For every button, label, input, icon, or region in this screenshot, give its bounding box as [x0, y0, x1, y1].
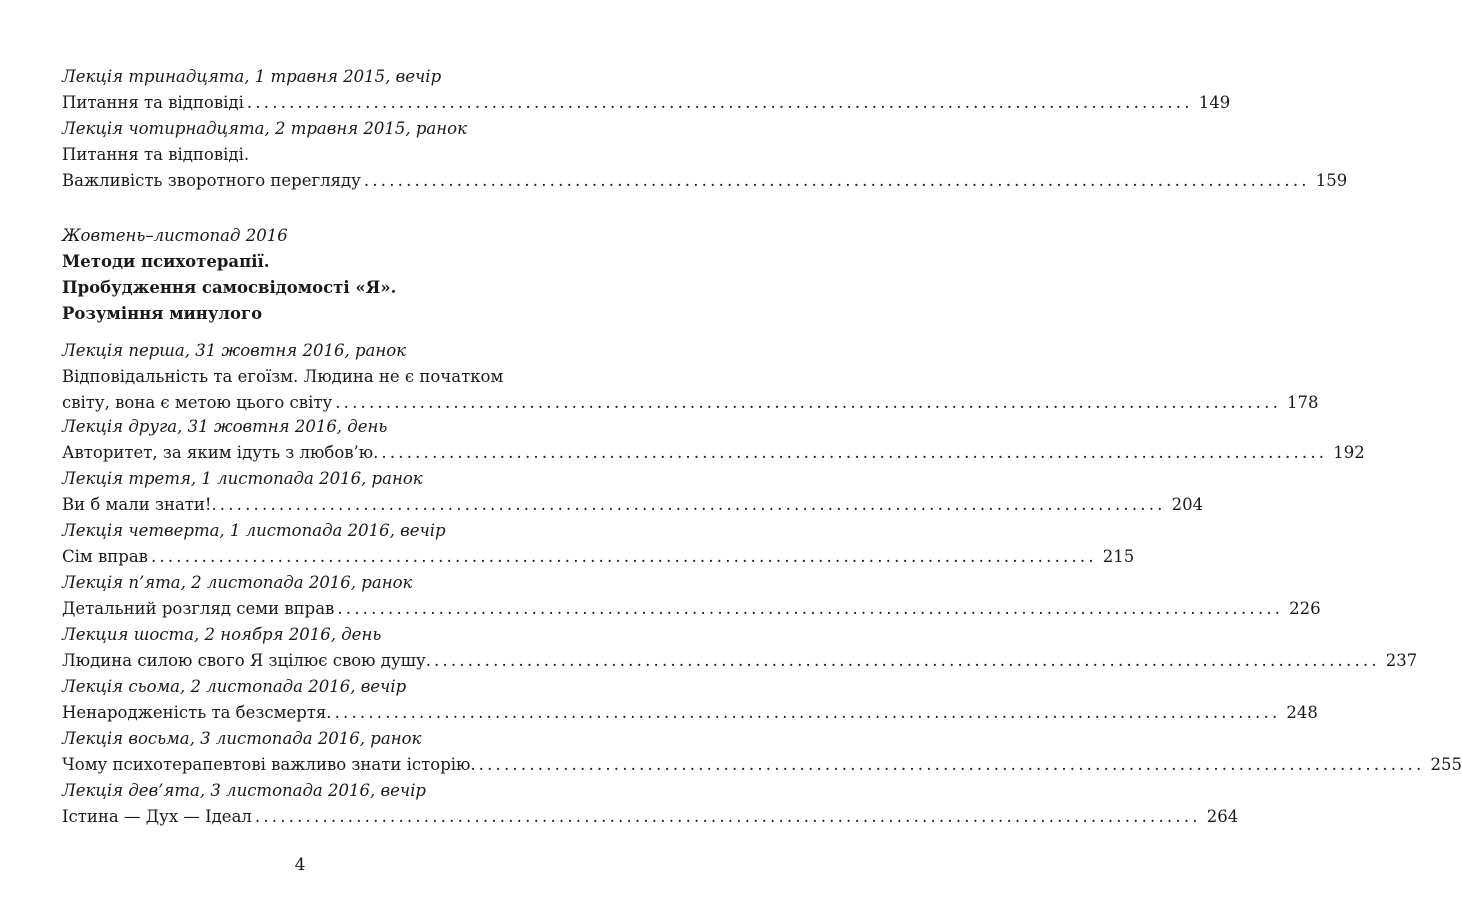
toc-line: [62, 90, 1231, 116]
dot-leader: ................................................................................................................: [478, 755, 1425, 774]
toc-line: [62, 390, 1319, 416]
toc-line: [62, 492, 1204, 518]
toc-entry: [62, 674, 1318, 726]
toc-entry: [62, 778, 1239, 830]
page-ref: 178: [1287, 393, 1319, 412]
lecture-heading: Лекція восьма, 3 листопада 2016, ранок: [62, 729, 422, 748]
toc-title: Детальний розгляд семи вправ: [62, 599, 335, 618]
page-ref: 149: [1198, 93, 1231, 112]
page-ref: 215: [1102, 547, 1135, 566]
page-ref: 255: [1430, 755, 1462, 774]
section-title-line: Методи психотерапії.: [62, 252, 270, 271]
page-ref: 226: [1289, 599, 1321, 618]
dot-leader: ................................................................................................................: [335, 393, 1282, 412]
lecture-heading: Лекція друга, 31 жовтня 2016, день: [62, 417, 388, 436]
dot-leader: ................................................................................................................: [219, 495, 1166, 514]
toc-title: Чому психотерапевтові важливо знати історію.: [62, 755, 476, 774]
toc-entry: [62, 726, 1462, 778]
page-number: 4: [294, 855, 306, 875]
lecture-heading: Лекція перша, 31 жовтня 2016, ранок: [62, 341, 407, 360]
lecture-heading: Лекція сьома, 2 листопада 2016, вечір: [62, 677, 407, 696]
dot-leader: ................................................................................................................: [150, 547, 1097, 566]
dot-leader: ................................................................................................................: [254, 807, 1201, 826]
toc-entry: [62, 570, 1321, 622]
toc-line: [62, 648, 1418, 674]
toc-title: Питання та відповіді: [62, 93, 244, 112]
toc-entry: [62, 64, 1231, 116]
section-title-line: Розуміння минулого: [62, 304, 263, 323]
dot-leader: ................................................................................................................: [246, 93, 1193, 112]
lecture-heading: Лекція третя, 1 листопада 2016, ранок: [62, 469, 423, 488]
toc-title: світу, вона є метою цього світу: [62, 393, 333, 412]
lecture-heading: Лекція чотирнадцята, 2 травня 2015, ранок: [62, 119, 467, 138]
dot-leader: ................................................................................................................: [334, 703, 1281, 722]
toc-line: [62, 752, 1462, 778]
toc-title-line: Питання та відповіді.: [62, 145, 250, 164]
page-ref: 264: [1206, 807, 1239, 826]
toc-entry: [62, 466, 1204, 518]
toc-line: [62, 804, 1239, 830]
toc-line: [62, 168, 1348, 194]
toc-entry: [62, 622, 1418, 674]
section-date: Жовтень–листопад 2016: [62, 226, 288, 245]
toc-line: [62, 440, 1365, 466]
toc-title: Ви б мали знати!.: [62, 495, 217, 514]
lecture-heading: Лекція четверта, 1 листопада 2016, вечір: [62, 521, 446, 540]
section-heading: [62, 223, 530, 327]
toc-title: Важливість зворотного перегляду: [62, 171, 361, 190]
toc-entry: [62, 116, 1348, 194]
page-ref: 192: [1333, 443, 1365, 462]
toc-line: [62, 700, 1318, 726]
toc-title: Сім вправ: [62, 547, 148, 566]
lecture-heading: Лекция шоста, 2 ноября 2016, день: [62, 625, 382, 644]
toc-line: [62, 544, 1135, 570]
lecture-heading: Лекція п’ята, 2 листопада 2016, ранок: [62, 573, 413, 592]
page-ref: 204: [1171, 495, 1204, 514]
toc-entry: [62, 414, 1365, 466]
toc-title-line: Відповідальність та егоїзм. Людина не є початком: [62, 367, 504, 386]
dot-leader: ................................................................................................................: [337, 599, 1284, 618]
dot-leader: ................................................................................................................: [381, 443, 1328, 462]
toc-title: Ненародженість та безсмертя.: [62, 703, 332, 722]
page-ref: 159: [1315, 171, 1348, 190]
section-title-line: Пробудження самосвідомості «Я».: [62, 278, 397, 297]
dot-leader: ................................................................................................................: [363, 171, 1310, 190]
page-ref: 237: [1385, 651, 1418, 670]
toc-entry: [62, 518, 1135, 570]
toc-title: Людина силою свого Я зцілює свою душу.: [62, 651, 431, 670]
lecture-heading: Лекція тринадцята, 1 травня 2015, вечір: [62, 67, 442, 86]
toc-entry: [62, 338, 1319, 416]
dot-leader: ................................................................................................................: [433, 651, 1380, 670]
lecture-heading: Лекція дев’ята, 3 листопада 2016, вечір: [62, 781, 426, 800]
toc-title: Істина — Дух — Ідеал: [62, 807, 252, 826]
toc-line: [62, 596, 1321, 622]
page-ref: 248: [1286, 703, 1318, 722]
toc-title: Авторитет, за яким ідуть з любов’ю.: [62, 443, 379, 462]
